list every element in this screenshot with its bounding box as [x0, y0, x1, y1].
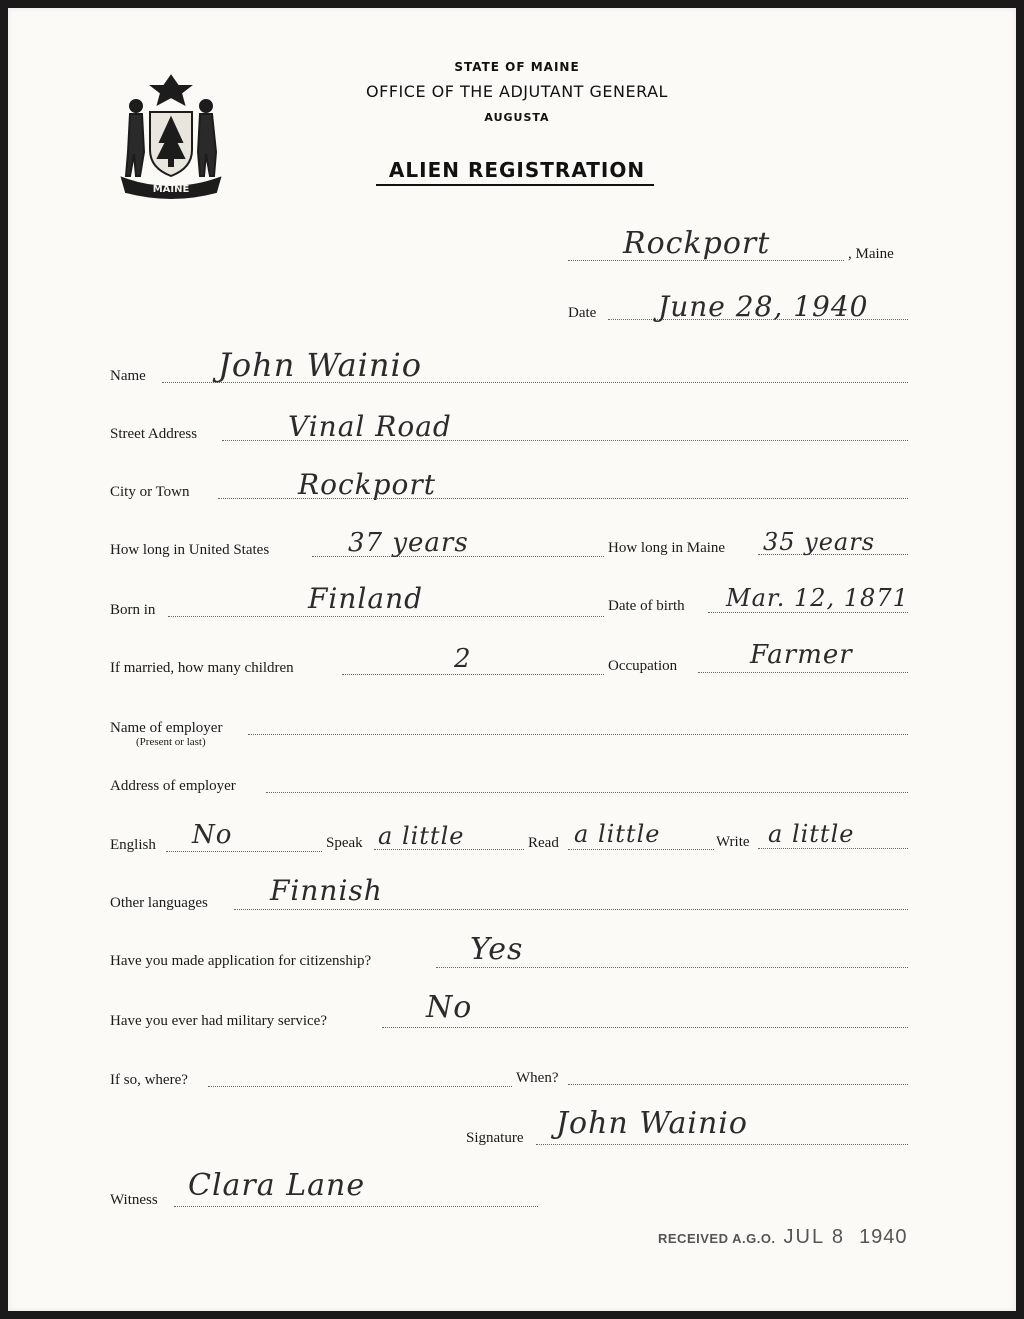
received-stamp-label: RECEIVED A.G.O.: [658, 1231, 776, 1246]
street-value[interactable]: Vinal Road: [288, 410, 452, 443]
read-label: Read: [528, 835, 559, 851]
when-label: When?: [516, 1070, 559, 1086]
children-line: [342, 674, 604, 675]
other-languages-label: Other languages: [110, 895, 208, 911]
witness-label: Witness: [110, 1192, 158, 1208]
when-line: [568, 1084, 908, 1085]
citizenship-label: Have you made application for citizenship?: [110, 953, 372, 969]
maine-duration-label: How long in Maine: [608, 540, 726, 556]
where-label: If so, where?: [110, 1072, 188, 1088]
occupation-line: [698, 672, 908, 673]
dob-line: [708, 612, 908, 613]
citizenship-line: [436, 967, 908, 968]
date-label: Date: [568, 305, 597, 321]
employer-address-line: [266, 792, 908, 793]
town-value[interactable]: Rockport: [623, 226, 771, 261]
write-line: [758, 848, 908, 849]
occupation-value[interactable]: Farmer: [750, 640, 853, 670]
date-value[interactable]: June 28, 1940: [658, 290, 869, 323]
read-value[interactable]: a little: [574, 820, 661, 848]
seal-banner-text: MAINE: [152, 184, 190, 195]
write-value[interactable]: a little: [768, 820, 855, 848]
title-underline: [376, 184, 654, 186]
form-title: ALIEN REGISTRATION: [388, 158, 646, 182]
received-stamp-date: JUL 8: [783, 1226, 846, 1248]
received-stamp-year: 1940: [859, 1226, 908, 1248]
us-duration-label: How long in United States: [110, 542, 270, 558]
other-languages-line: [234, 909, 908, 910]
signature-value[interactable]: John Wainio: [556, 1106, 748, 1141]
us-duration-value[interactable]: 37 years: [348, 528, 469, 558]
office-heading: OFFICE OF THE ADJUTANT GENERAL: [366, 82, 668, 101]
other-languages-value[interactable]: Finnish: [270, 874, 383, 907]
children-value[interactable]: 2: [454, 644, 472, 674]
form-page: [8, 8, 1016, 1311]
witness-line: [174, 1206, 538, 1207]
citizenship-value[interactable]: Yes: [470, 932, 524, 967]
city-heading: AUGUSTA: [484, 111, 550, 124]
military-line: [382, 1027, 908, 1028]
born-in-label: Born in: [110, 602, 156, 618]
city-value[interactable]: Rockport: [298, 468, 437, 501]
speak-value[interactable]: a little: [378, 822, 465, 850]
street-label: Street Address: [110, 426, 198, 442]
name-label: Name: [110, 368, 146, 384]
where-line: [208, 1086, 512, 1087]
write-label: Write: [716, 834, 750, 850]
city-label: City or Town: [110, 484, 190, 500]
born-in-value[interactable]: Finland: [308, 582, 424, 615]
name-value[interactable]: John Wainio: [218, 346, 423, 384]
signature-line: [536, 1144, 908, 1145]
maine-label: , Maine: [848, 246, 894, 262]
read-line: [568, 849, 714, 850]
witness-value[interactable]: Clara Lane: [188, 1168, 366, 1203]
maine-state-seal: [116, 72, 226, 204]
signature-label: Signature: [466, 1130, 524, 1146]
occupation-label: Occupation: [608, 658, 678, 674]
born-in-line: [168, 616, 604, 617]
dob-label: Date of birth: [608, 598, 685, 614]
dob-value[interactable]: Mar. 12, 1871: [726, 584, 909, 612]
employer-address-label: Address of employer: [110, 778, 236, 794]
employer-sublabel: (Present or last): [136, 736, 206, 748]
maine-duration-value[interactable]: 35 years: [763, 528, 876, 556]
english-value[interactable]: No: [192, 820, 233, 850]
military-label: Have you ever had military service?: [110, 1013, 327, 1029]
employer-line: [248, 734, 908, 735]
speak-label: Speak: [326, 835, 363, 851]
children-label: If married, how many children: [110, 660, 294, 676]
state-heading: STATE OF MAINE: [454, 60, 580, 74]
english-line: [166, 851, 322, 852]
received-stamp: [658, 1226, 908, 1249]
employer-label: Name of employer: [110, 720, 223, 736]
english-label: English: [110, 837, 156, 853]
military-value[interactable]: No: [426, 990, 473, 1025]
